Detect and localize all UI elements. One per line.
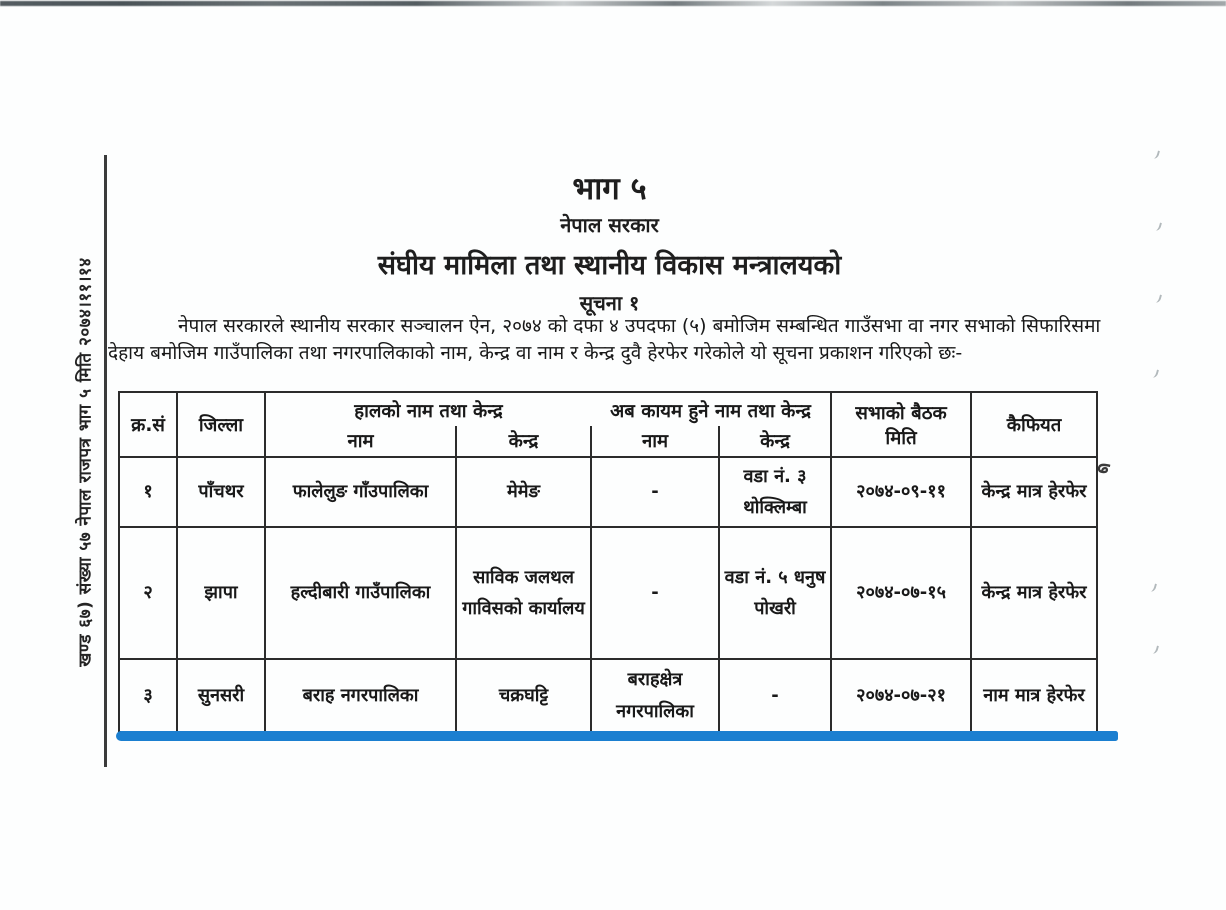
margin-rule <box>104 155 107 767</box>
cell-current-center: मेमेङ <box>456 457 591 527</box>
cell-current-name: हल्दीबारी गाउँपालिका <box>265 527 456 659</box>
cell-remarks: नाम मात्र हेरफेर <box>971 659 1097 732</box>
cell-new-center: वडा नं. ३ थोक्लिम्बा <box>719 457 831 527</box>
cell-current-center: साविक जलथल गाविसको कार्यालय <box>456 527 591 659</box>
header-current-group: हालको नाम तथा केन्द्र <box>265 392 591 426</box>
notice-paragraph <box>108 313 1108 367</box>
scan-smudge-top <box>0 1 1226 6</box>
header-new-center: केन्द्र <box>719 426 831 457</box>
cell-remarks: केन्द्र मात्र हेरफेर <box>971 527 1097 659</box>
cell-current-name: बराह नगरपालिका <box>265 659 456 732</box>
notice-paragraph-line2: देहाय बमोजिम गाउँपालिका तथा नगरपालिकाको नाम, केन्द्र वा नाम र केन्द्र दुवै हेरफेर गरेकोले यो सूचना प्रकाशन गरिएको छः- <box>108 342 963 364</box>
scan-artifact <box>1150 644 1159 654</box>
header-new-name: नाम <box>591 426 719 457</box>
cell-sn: ३ <box>119 659 177 732</box>
scan-artifact <box>1150 368 1159 378</box>
table-row <box>119 527 1097 659</box>
scan-artifact <box>1148 582 1157 592</box>
scan-artifact <box>1153 221 1162 231</box>
header-meeting-date <box>831 392 971 457</box>
scan-artifact <box>1151 149 1160 159</box>
cell-new-name: - <box>591 527 719 659</box>
cell-new-name: बराहक्षेत्र नगरपालिका <box>591 659 719 732</box>
header-sn: क्र.सं <box>119 392 177 457</box>
cell-new-center: वडा नं. ५ धनुष पोखरी <box>719 527 831 659</box>
cell-current-name: फालेलुङ गाँउपालिका <box>265 457 456 527</box>
cell-new-center: - <box>719 659 831 732</box>
notice-paragraph-line1: नेपाल सरकारले स्थानीय सरकार सञ्चालन ऐन, २०७४ को दफा ४ उपदफा (५) बमोजिम सम्बन्धित गाउँसभा वा नगर सभाको सिफारिसमा <box>178 315 1101 337</box>
notice-heading: सूचना १ <box>579 290 640 315</box>
header-district: जिल्ला <box>177 392 265 457</box>
header-meeting-date-line2: मिति <box>885 427 917 449</box>
header-new-group: अब कायम हुने नाम तथा केन्द्र <box>591 392 831 426</box>
header-remarks: कैफियत <box>971 392 1097 457</box>
page-number: ७ <box>1092 463 1117 474</box>
cell-sn: १ <box>119 457 177 527</box>
header-current-name: नाम <box>265 426 456 457</box>
cell-remarks: केन्द्र मात्र हेरफेर <box>971 457 1097 527</box>
document-header <box>112 172 1107 316</box>
cell-new-name: - <box>591 457 719 527</box>
cell-district: झापा <box>177 527 265 659</box>
ministry-heading: संघीय मामिला तथा स्थानीय विकास मन्त्रालयको <box>377 249 842 281</box>
header-meeting-date-line1: सभाको बैठक <box>855 402 947 424</box>
government-heading: नेपाल सरकार <box>560 212 659 237</box>
cell-meeting-date: २०७४-०७-१५ <box>831 527 971 659</box>
cell-meeting-date: २०७४-०७-२१ <box>831 659 971 732</box>
cell-district: सुनसरी <box>177 659 265 732</box>
table-row <box>119 659 1097 732</box>
scan-artifact <box>1153 293 1162 303</box>
cell-meeting-date: २०७४-०९-११ <box>831 457 971 527</box>
cell-sn: २ <box>119 527 177 659</box>
cell-district: पाँचथर <box>177 457 265 527</box>
cell-current-center: चक्रघट्टि <box>456 659 591 732</box>
table-row <box>119 457 1097 527</box>
part-heading: भाग ५ <box>572 171 647 207</box>
change-table <box>118 391 1098 733</box>
gazette-side-label: खण्ड ६७) संख्या ५७ नेपाल राजपत्र भाग ५ मिति २०७४।११।१४ <box>75 257 96 667</box>
header-current-center: केन्द्र <box>456 426 591 457</box>
highlight-bar <box>116 731 1118 741</box>
